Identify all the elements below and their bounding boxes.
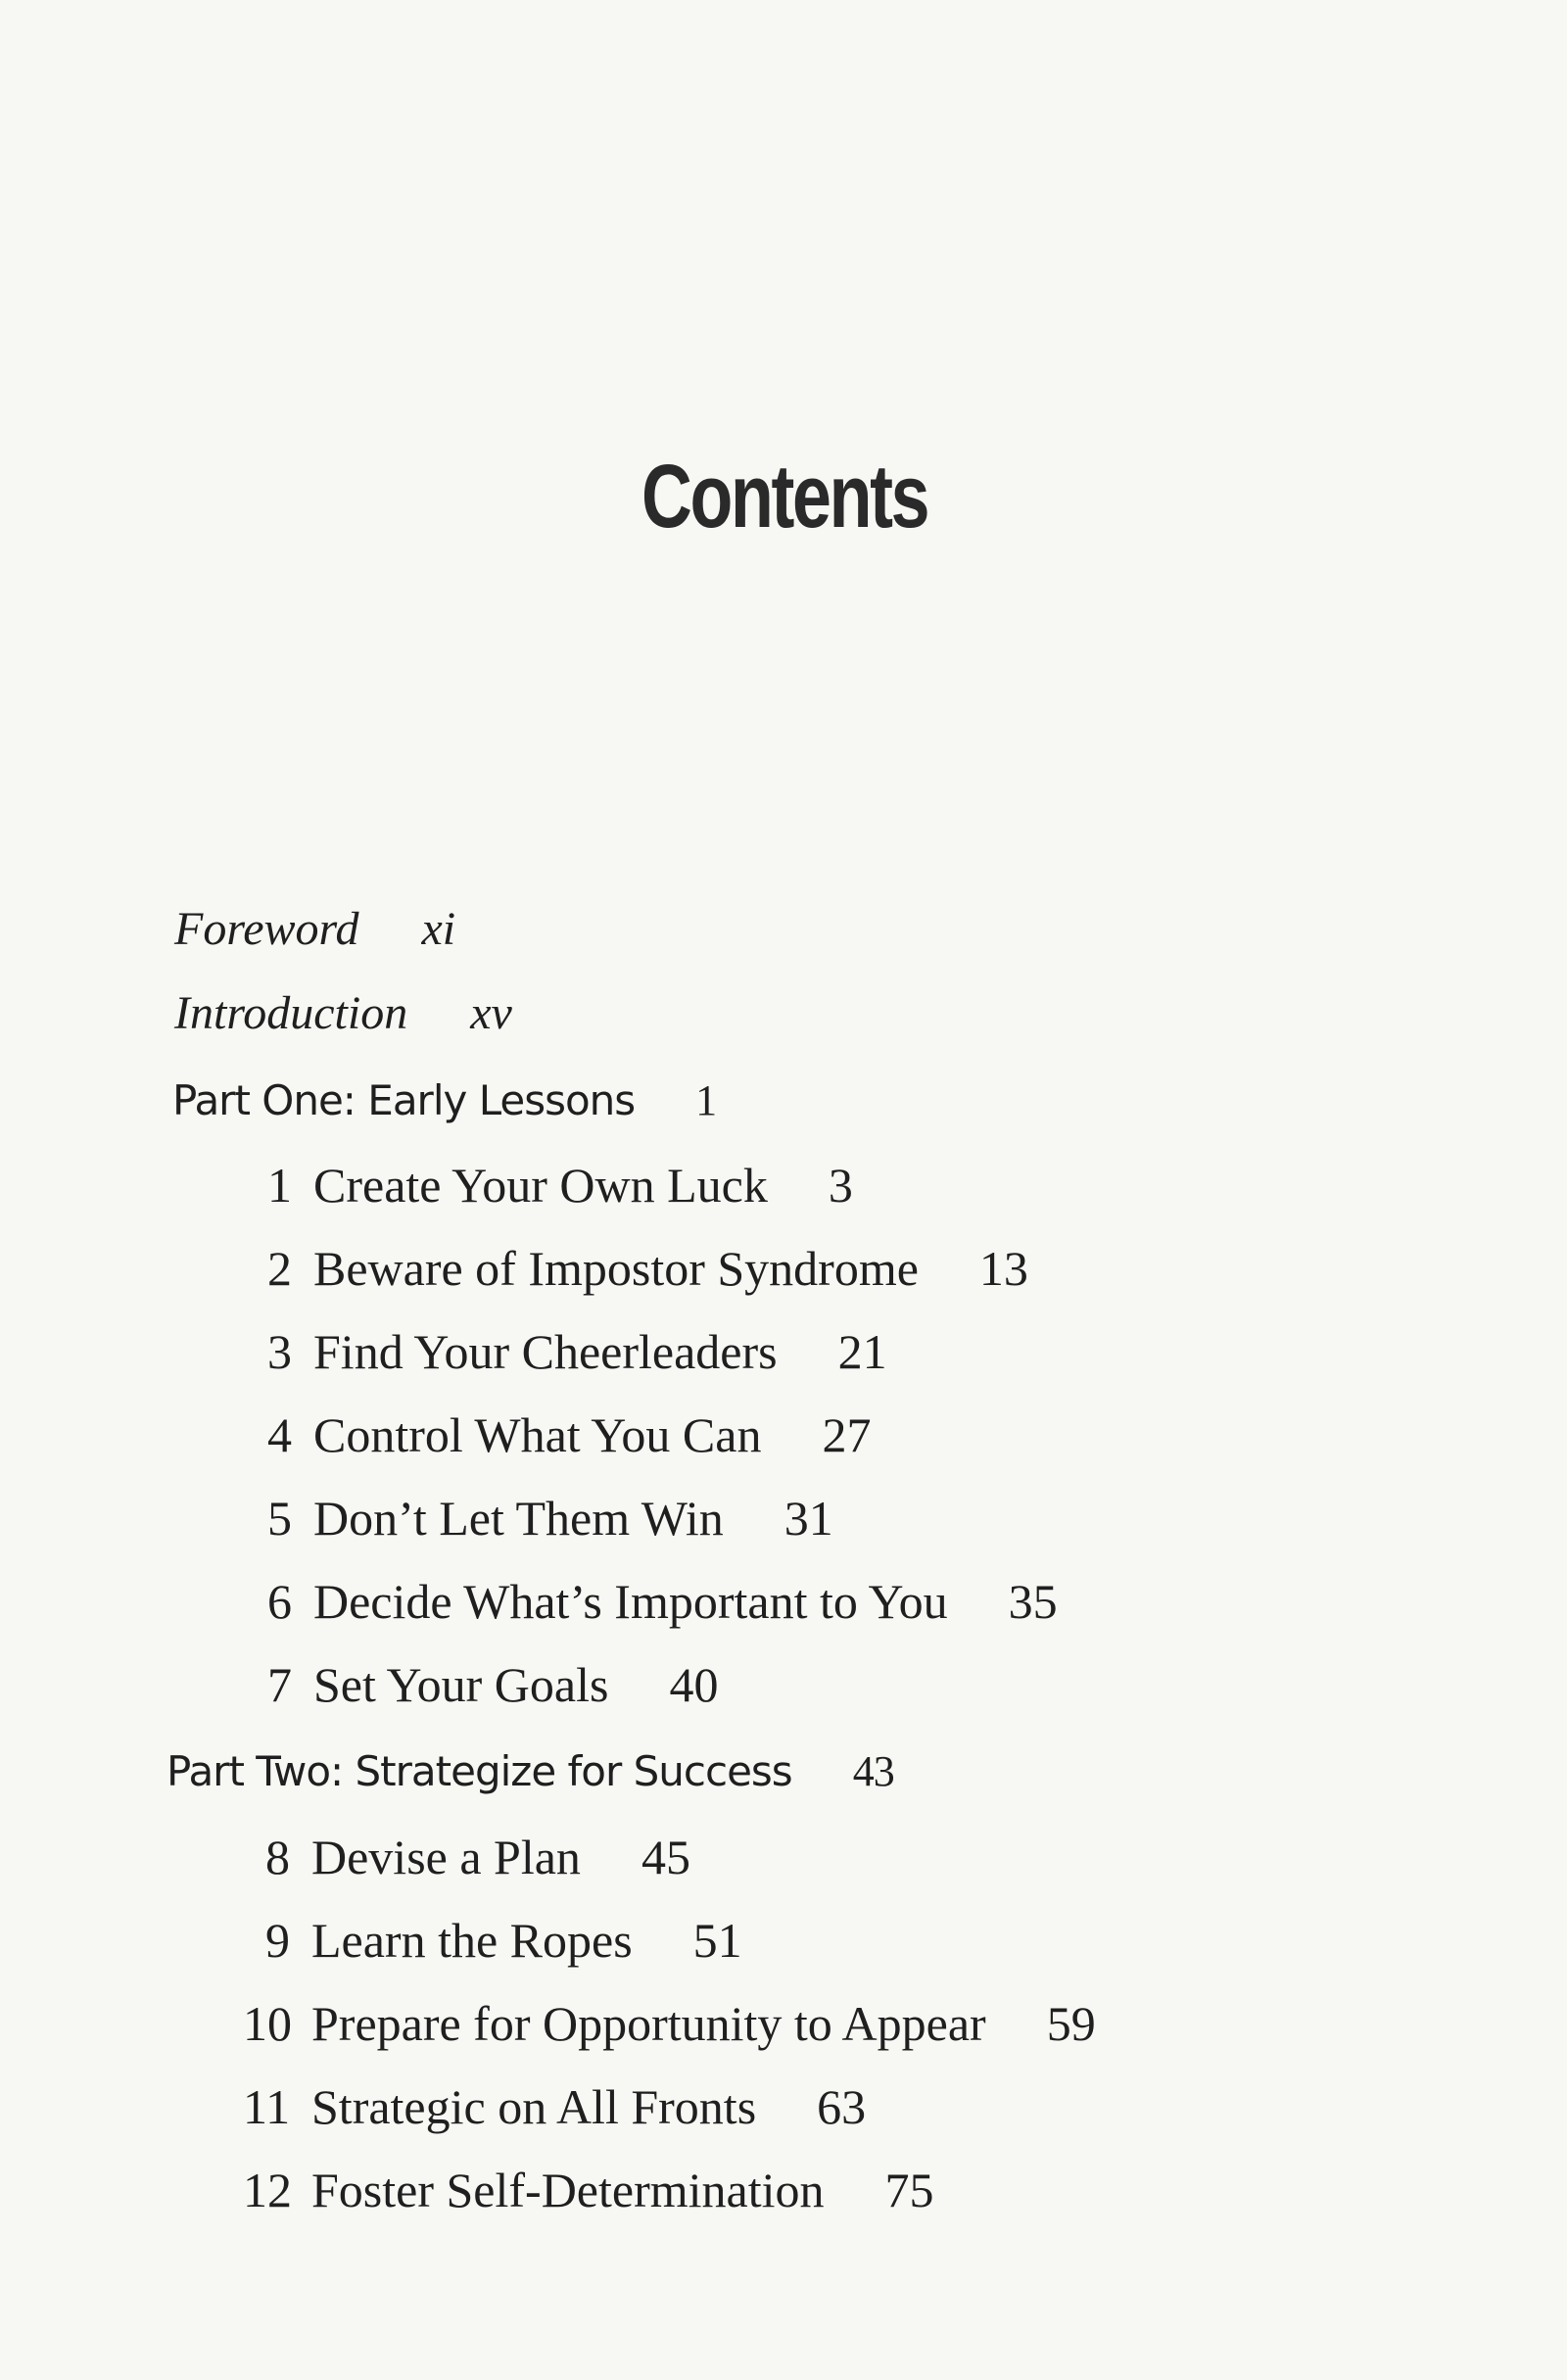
- toc-entry-label: Foreword: [174, 903, 359, 955]
- chapter-number: 3: [267, 1324, 292, 1379]
- chapter-number: 10: [243, 1996, 292, 2051]
- toc-entry-label: Introduction: [174, 987, 408, 1039]
- chapter-title: Create Your Own Luck: [313, 1158, 768, 1213]
- toc-part-label: Part One: Early Lessons: [172, 1076, 636, 1124]
- toc-chapter-1[interactable]: [245, 1158, 853, 1213]
- toc-chapter-12[interactable]: [243, 2163, 934, 2217]
- toc-page-number: 31: [784, 1491, 833, 1546]
- chapter-number: 7: [267, 1657, 292, 1712]
- chapter-title: Strategic on All Fronts: [311, 2079, 757, 2134]
- chapter-number: 12: [243, 2163, 292, 2217]
- toc-chapter-4[interactable]: [245, 1407, 872, 1462]
- chapter-number: 1: [267, 1158, 292, 1213]
- chapter-number: 4: [267, 1407, 292, 1462]
- toc-chapter-9[interactable]: [243, 1913, 742, 1968]
- toc-chapter-11[interactable]: [243, 2079, 867, 2134]
- toc-part-one[interactable]: [172, 1076, 717, 1124]
- chapter-title: Prepare for Opportunity to Appear: [311, 1996, 986, 2051]
- toc-foreword[interactable]: [174, 903, 456, 955]
- chapter-number: 8: [265, 1830, 290, 1884]
- toc-page-number: 75: [884, 2163, 934, 2217]
- toc-page-number: 59: [1046, 1996, 1096, 2051]
- toc-page-number: 3: [828, 1158, 853, 1213]
- toc-page-number: 13: [978, 1241, 1028, 1296]
- toc-page-number: 43: [852, 1747, 894, 1795]
- toc-page-number: xv: [470, 987, 512, 1039]
- chapter-title: Control What You Can: [313, 1407, 762, 1462]
- toc-chapter-2[interactable]: [245, 1241, 1028, 1296]
- toc-introduction[interactable]: [174, 987, 512, 1039]
- toc-page-number: 63: [817, 2079, 867, 2134]
- toc-chapter-7[interactable]: [245, 1657, 719, 1712]
- chapter-title: Don’t Let Them Win: [313, 1491, 724, 1546]
- toc-chapter-6[interactable]: [245, 1574, 1058, 1629]
- chapter-number: 6: [267, 1574, 292, 1629]
- chapter-number: 11: [243, 2079, 291, 2134]
- chapter-title: Beware of Impostor Syndrome: [313, 1241, 919, 1296]
- toc-page-number: 45: [641, 1830, 690, 1884]
- chapter-title: Set Your Goals: [313, 1657, 609, 1712]
- toc-chapter-8[interactable]: [243, 1830, 690, 1884]
- toc-part-two[interactable]: [166, 1747, 894, 1795]
- toc-page-number: 51: [692, 1913, 742, 1968]
- toc-page-number: 21: [837, 1324, 887, 1379]
- toc-page-number: 35: [1008, 1574, 1058, 1629]
- toc-page-number: 1: [695, 1076, 717, 1124]
- toc-page-number: 40: [669, 1657, 719, 1712]
- chapter-title: Devise a Plan: [311, 1830, 581, 1884]
- chapter-number: 2: [267, 1241, 292, 1296]
- chapter-number: 5: [267, 1491, 292, 1546]
- toc-page-number: xi: [421, 903, 456, 955]
- chapter-title: Decide What’s Important to You: [313, 1574, 948, 1629]
- toc-page-number: 27: [822, 1407, 872, 1462]
- chapter-title: Find Your Cheerleaders: [313, 1324, 778, 1379]
- toc-chapter-5[interactable]: [245, 1491, 833, 1546]
- toc-chapter-3[interactable]: [245, 1324, 887, 1379]
- chapter-title: Learn the Ropes: [311, 1913, 633, 1968]
- chapter-title: Foster Self-Determination: [311, 2163, 825, 2217]
- chapter-number: 9: [265, 1913, 290, 1968]
- toc-part-label: Part Two: Strategize for Success: [166, 1747, 792, 1795]
- page-title: Contents: [641, 447, 928, 547]
- toc-chapter-10[interactable]: [243, 1996, 1096, 2051]
